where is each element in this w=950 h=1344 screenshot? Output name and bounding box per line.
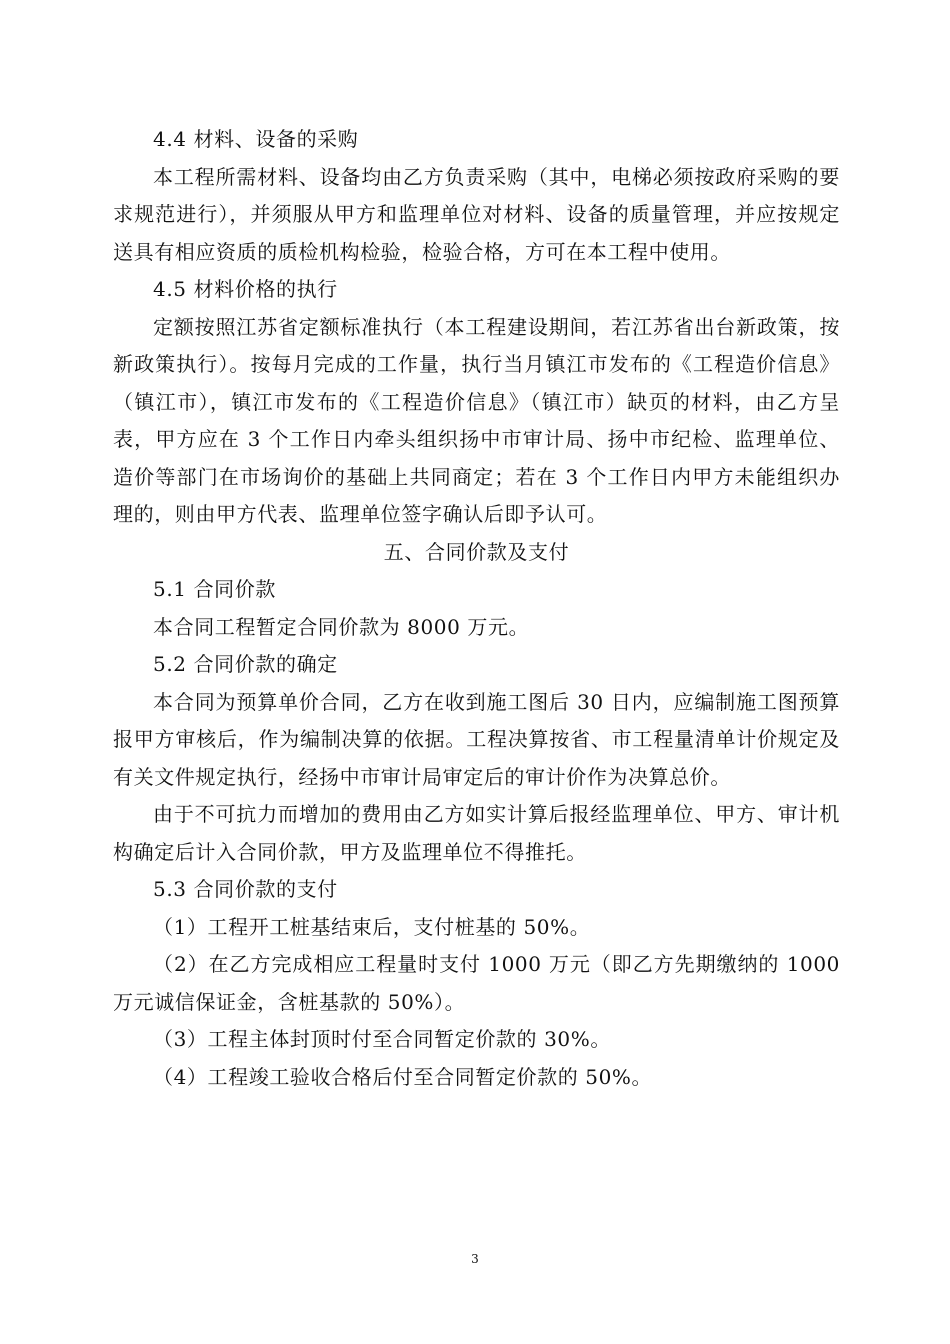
section-heading-5-2: 5.2 合同价款的确定 bbox=[153, 652, 338, 676]
paragraph-force-majeure: 由于不可抗力而增加的费用由乙方如实计算后报经监理单位、甲方、审计机构确定后计入合同价款，甲方及监理单位不得推托。 bbox=[113, 802, 840, 864]
payment-item-4: （4）工程竣工验收合格后付至合同暂定价款的 50%。 bbox=[153, 1064, 653, 1089]
section-heading-4-5: 4.5 材料价格的执行 bbox=[153, 277, 338, 301]
page-number: 3 bbox=[471, 1252, 479, 1266]
paragraph-price-determination: 本合同为预算单价合同，乙方在收到施工图后 30 日内，应编制施工图预算报甲方审核后，作为编制决算的依据。工程决算按省、市工程量清单计价规定及有关文件规定执行，经扬中市审计局审定后的审计价作为决算总价。 bbox=[113, 689, 840, 789]
paragraph-material-procurement: 本工程所需材料、设备均由乙方负责采购（其中，电梯必须按政府采购的要求规范进行），并须服从甲方和监理单位对材料、设备的质量管理，并应按规定送具有相应资质的质检机构检验，检验合格，方可在本工程中使用。 bbox=[113, 164, 840, 264]
section-heading-5-1: 5.1 合同价款 bbox=[153, 577, 276, 601]
paragraph-material-pricing: 定额按照江苏省定额标准执行（本工程建设期间，若江苏省出台新政策，按新政策执行）。按每月完成的工作量，执行当月镇江市发布的《工程造价信息》（镇江市），镇江市发布的《工程造价信息》（镇江市）缺页的材料，由乙方呈表，甲方应在 3 个工作日内牵头组织扬中市审计局、扬中市纪检、监理单位、造价等部门在市场询价的基础上共同商定；若在 3 个工作日内甲方未能组织办理的，则由甲方代表、监理单位签字确认后即予认可。 bbox=[113, 314, 840, 526]
paragraph-contract-price: 本合同工程暂定合同价款为 8000 万元。 bbox=[153, 614, 530, 639]
payment-item-1: （1）工程开工桩基结束后，支付桩基的 50%。 bbox=[153, 914, 591, 939]
section-heading-4-4: 4.4 材料、设备的采购 bbox=[153, 127, 359, 151]
section-heading-5-3: 5.3 合同价款的支付 bbox=[153, 877, 338, 901]
document-body bbox=[113, 121, 840, 1096]
chapter-heading-5: 五、合同价款及支付 bbox=[383, 539, 570, 564]
payment-item-2: （2）在乙方完成相应工程量时支付 1000 万元（即乙方先期缴纳的 1000 万元诚信保证金，含桩基款的 50%）。 bbox=[113, 952, 840, 1014]
payment-item-3: （3）工程主体封顶时付至合同暂定价款的 30%。 bbox=[153, 1027, 611, 1051]
